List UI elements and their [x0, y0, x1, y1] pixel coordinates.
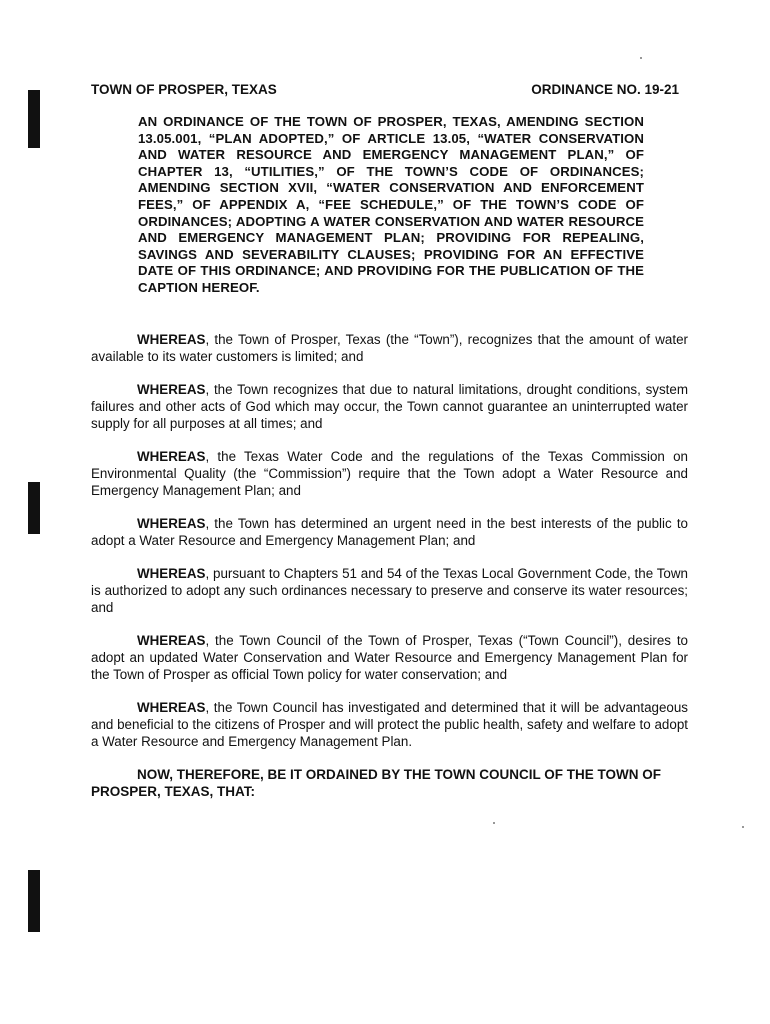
whereas-lead: WHEREAS	[137, 633, 206, 648]
whereas-lead: WHEREAS	[137, 566, 206, 581]
ordain-statement: NOW, THEREFORE, BE IT ORDAINED BY THE TOWN COUNCIL OF THE TOWN OF PROSPER, TEXAS, THAT:	[91, 767, 662, 799]
whereas-clause	[91, 632, 688, 683]
town-heading: TOWN OF PROSPER, TEXAS	[91, 82, 277, 97]
whereas-lead: WHEREAS	[137, 700, 206, 715]
whereas-clause	[91, 699, 688, 750]
whereas-text: , the Town has determined an urgent need in the best interests of the public to adopt a Water Resource and Emergency Management Plan; and	[91, 516, 688, 548]
scan-margin-mark	[28, 870, 40, 932]
scan-speck	[493, 822, 495, 824]
whereas-clause	[91, 381, 688, 432]
whereas-text: , pursuant to Chapters 51 and 54 of the Texas Local Government Code, the Town is authorized to adopt any such ordinances necessary to preserve and conserve its water resources; and	[91, 566, 688, 615]
whereas-text: , the Town of Prosper, Texas (the “Town”), recognizes that the amount of water available to its water customers is limited; and	[91, 332, 688, 364]
whereas-section	[91, 331, 688, 800]
whereas-lead: WHEREAS	[137, 516, 206, 531]
whereas-clause	[91, 331, 688, 365]
whereas-lead: WHEREAS	[137, 332, 206, 347]
ordinance-caption: AN ORDINANCE OF THE TOWN OF PROSPER, TEXAS, AMENDING SECTION 13.05.001, “PLAN ADOPTED,” OF ARTICLE 13.05, “WATER CONSERVATION AND WATER RESOURCE AND EMERGENCY MANAGEMENT PLAN,” OF CHAPTER 13, “UTILITIES,” OF THE TOWN’S CODE OF ORDINANCES; AMENDING SECTION XVII, “WATER CONSERVATION AND ENFORCEMENT FEES,” OF APPENDIX A, “FEE SCHEDULE,” OF THE TOWN’S CODE OF ORDINANCES; ADOPTING A WATER CONSERVATION AND WATER RESOURCE AND EMERGENCY MANAGEMENT PLAN; PROVIDING FOR REPEALING, SAVINGS AND SEVERABILITY CLAUSES; PROVIDING FOR AN EFFECTIVE DATE OF THIS ORDINANCE; AND PROVIDING FOR THE PUBLICATION OF THE CAPTION HEREOF.	[138, 114, 644, 295]
whereas-clause	[91, 515, 688, 549]
whereas-lead: WHEREAS	[137, 449, 206, 464]
ordinance-number: ORDINANCE NO. 19-21	[531, 82, 679, 97]
whereas-clause	[91, 448, 688, 499]
whereas-text: , the Town Council has investigated and determined that it will be advantageous and beneficial to the citizens of Prosper and will protect the public health, safety and welfare to adopt a Water Resource and Emergency Management Plan.	[91, 700, 688, 749]
scan-margin-mark	[28, 90, 40, 148]
scan-margin-mark	[28, 482, 40, 534]
whereas-lead: WHEREAS	[137, 382, 206, 397]
whereas-clause	[91, 565, 688, 616]
whereas-text: , the Town Council of the Town of Prosper, Texas (“Town Council”), desires to adopt an updated Water Conservation and Water Resource and Emergency Management Plan for the Town of Prosper as official Town policy for water conservation; and	[91, 633, 688, 682]
whereas-text: , the Texas Water Code and the regulations of the Texas Commission on Environmental Quality (the “Commission”) require that the Town adopt a Water Resource and Emergency Management Plan; and	[91, 449, 688, 498]
scan-speck	[640, 57, 642, 59]
whereas-text: , the Town recognizes that due to natural limitations, drought conditions, system failures and other acts of God which may occur, the Town cannot guarantee an uninterrupted water supply for all purposes at all times; and	[91, 382, 688, 431]
scan-speck	[742, 826, 744, 828]
